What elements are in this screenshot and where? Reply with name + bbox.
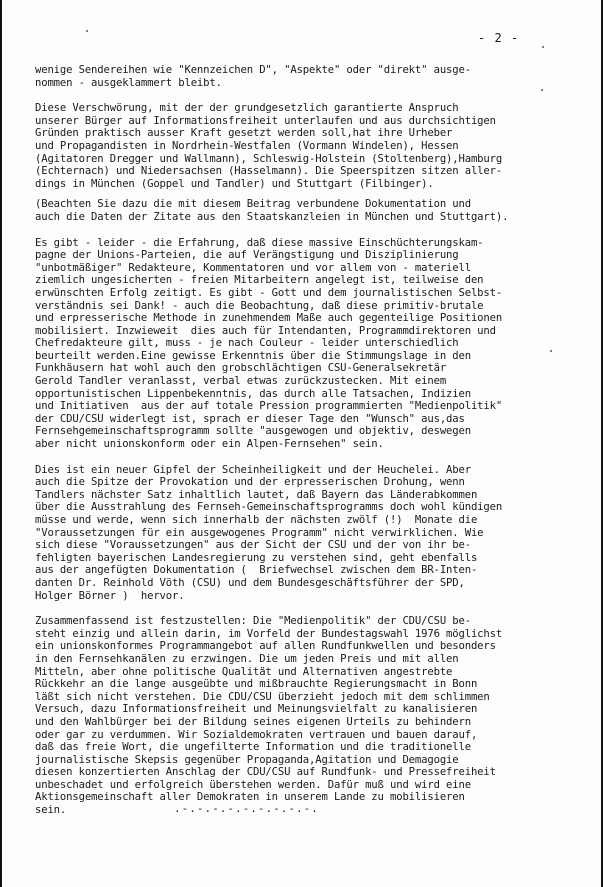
text-line: und Propagandisten in Nordrhein-Westfalen (Vormann Windelen), Hessen (35, 139, 459, 152)
footer-separator: .-.-.-.-.-.-.-.-.-. (174, 802, 319, 815)
text-line: (Echternach) und Niedersachsen (Hasselmann). Die Speerspitzen sitzen aller- (35, 165, 503, 178)
text-line: und Initiativen aus der auf totale Pression programmierten "Medienpolitik" (35, 400, 503, 413)
text-line: pagne der Unions-Parteien, die auf Verängstigung und Disziplinierung (35, 249, 459, 262)
text-line: diesen konzertierten Anschlag der CDU/CSU auf Rundfunk- und Pressefreiheit (35, 766, 496, 779)
scan-speck (541, 89, 543, 91)
text-line: beurteilt werden.Eine gewisse Erkenntnis über die Stimmungslage in den (35, 349, 471, 362)
text-line: erwünschten Erfolg zeitigt. Es gibt - Gott und dem journalistischen Selbst- (35, 286, 503, 299)
text-line: Diese Verschwörung, mit der der grundgesetzlich garantierte Anspruch (35, 102, 459, 115)
text-line: (Beachten Sie dazu die mit diesem Beitrag verbundene Dokumentation und (35, 198, 471, 211)
text-line: journalistische Skepsis gegenüber Propaganda,Agitation und Demagogie (35, 753, 459, 766)
text-line: der CDU/CSU widerlegt ist, sprach er dieser Tage den "Wunsch" aus,das (35, 412, 465, 425)
paragraph-2 (35, 102, 585, 190)
text-line: Versuch, dazu Informationsfreiheit und Meinungsvielfalt zu kanalisieren (35, 703, 478, 716)
paragraph-6 (35, 615, 585, 817)
text-line: in den Fernsehkanälen zu erzwingen. Die um jeden Preis und mit allen (35, 652, 459, 665)
paragraph-1 (35, 64, 585, 89)
text-line: Gerold Tandler veranlasst, verbal etwas zurückzustecken. Mit einem (35, 375, 447, 388)
text-line: Zusammenfassend ist festzustellen: Die "Medienpolitik" der CDU/CSU be- (35, 615, 471, 628)
text-line: und den Wahlbürger bei der Bildung seines eigenen Urteils zu behindern (35, 715, 471, 728)
text-line: wenige Sendereihen wie "Kennzeichen D", "Aspekte" oder "direkt" ausge- (35, 64, 471, 76)
text-line: ziemlich ungesicherten - freien Mitarbeitern angelegt ist, teilweise den (35, 274, 484, 287)
text-line: nommen - ausgeklammert bleibt. (35, 76, 222, 89)
text-line: mobilisiert. Inzwieweit dies auch für Intendanten, Programmdirektoren und (35, 324, 496, 337)
text-line: auch die Daten der Zitate aus den Staatskanzleien in München und Stuttgart). (35, 210, 509, 223)
text-line: läßt sich nicht verstehen. Die CDU/CSU überzieht jedoch mit dem schlimmen (35, 690, 490, 703)
text-line: verständnis sei Dank! - auch die Beobachtung, daß diese primitiv-brutale (35, 299, 484, 312)
page-number: - 2 - (478, 31, 520, 45)
scan-speck (542, 46, 544, 48)
text-line: ein unionskonformes Programmangebot auf allen Rundfunkwellen und besonders (35, 640, 496, 653)
paragraph-4 (35, 237, 585, 451)
text-line: "Voraussetzungen für ein ausgewogenes Programm" nicht verwirklichen. Wie (35, 526, 484, 539)
text-line: aus der angefügten Dokumentation ( Briefwechsel zwischen dem BR-Inten- (35, 564, 478, 577)
scan-speck (86, 30, 88, 32)
text-line: Dies ist ein neuer Gipfel der Scheinheiligkeit und der Heuchelei. Aber (35, 463, 471, 476)
text-line: müsse und werde, wenn sich innerhalb der nächsten zwölf (!) Monate die (35, 514, 478, 526)
scan-speck (550, 350, 552, 352)
text-line: unserer Bürger auf Informationsfreiheit unterlaufen und aus durchsichtigen (35, 114, 496, 127)
text-line: daß das freie Wort, die ungefilterte Information und die traditionelle (35, 741, 471, 754)
text-line: fehligten bayerischen Landesregierung zu verstehen sind, geht ebenfalls (35, 551, 478, 564)
text-line: (Agitatoren Dregger und Wallmann), Schleswig-Holstein (Stoltenberg),Hamburg (35, 152, 503, 165)
text-line: Es gibt - leider - die Erfahrung, daß diese massive Einschüchterungskam- (35, 236, 484, 249)
text-line: auch die Spitze der Provokation und der erpresserischen Drohung, wenn (35, 476, 465, 489)
text-line: danten Dr. Reinhold Vöth (CSU) und dem Bundesgeschäftsführer der SPD, (35, 576, 465, 589)
paragraph-5 (35, 464, 585, 603)
text-line: über die Ausstrahlung des Fernseh-Gemeinschaftsprogramms doch wohl kündigen (35, 501, 503, 514)
text-line: Chefredakteure gilt, muss - je nach Couleur - leider unterschiedlich (35, 337, 459, 350)
text-line: aber nicht unionskonform oder ein Alpen-Fernsehen" sein. (35, 438, 384, 451)
text-line: und erpresserische Methode in zunehmendem Maße auch gegenteilige Positionen (35, 312, 503, 325)
text-line: Funkhäusern hat wohl auch den grobschlächtigen CSU-Generalsekretär (35, 362, 447, 375)
text-line: "unbotmäßiger" Redakteure, Kommentatoren und vor allem von - materiell (35, 261, 471, 274)
paragraph-3 (35, 198, 585, 223)
text-line: dings in München (Goppel und Tandler) und Stuttgart (Filbinger). (35, 177, 434, 190)
text-line: Fernsehgemeinschaftsprogramm sollte "ausgewogen und objektiv, deswegen (35, 425, 471, 438)
text-line: steht einzig und allein darin, im Vorfeld der Bundestagswahl 1976 möglichst (35, 627, 503, 640)
text-line: Tandlers nächster Satz inhaltlich lautet, daß Bayern das Länderabkommen (35, 488, 478, 501)
text-line: sich diese "Voraussetzungen" aus der Sicht der CSU und der von ihr be- (35, 539, 471, 552)
text-line: Gründen praktisch ausser Kraft gesetzt werden soll,hat ihre Urheber (35, 127, 453, 140)
body-text (35, 64, 585, 817)
text-line: unbeschadet und erfolgreich überstehen werden. Dafür muß und wird eine (35, 778, 471, 791)
text-line: Mitteln, aber ohne politische Qualität und Alternativen angestrebte (35, 665, 453, 678)
text-line: Holger Börner ) hervor. (35, 589, 185, 602)
text-line: Aktionsgemeinschaft aller Demokraten in unserem Lande zu mobilisieren (35, 791, 465, 804)
text-line: oder gar zu verdummen. Wir Sozialdemokraten vertrauen und bauen darauf, (35, 728, 478, 741)
text-line: Rückkehr an die lange ausgeübte und mißbrauchte Regierungsmacht in Bonn (35, 678, 478, 691)
text-line: opportunistischen Lippenbekenntnis, das durch alle Tatsachen, Indizien (35, 387, 471, 400)
text-line: sein. (35, 804, 67, 817)
